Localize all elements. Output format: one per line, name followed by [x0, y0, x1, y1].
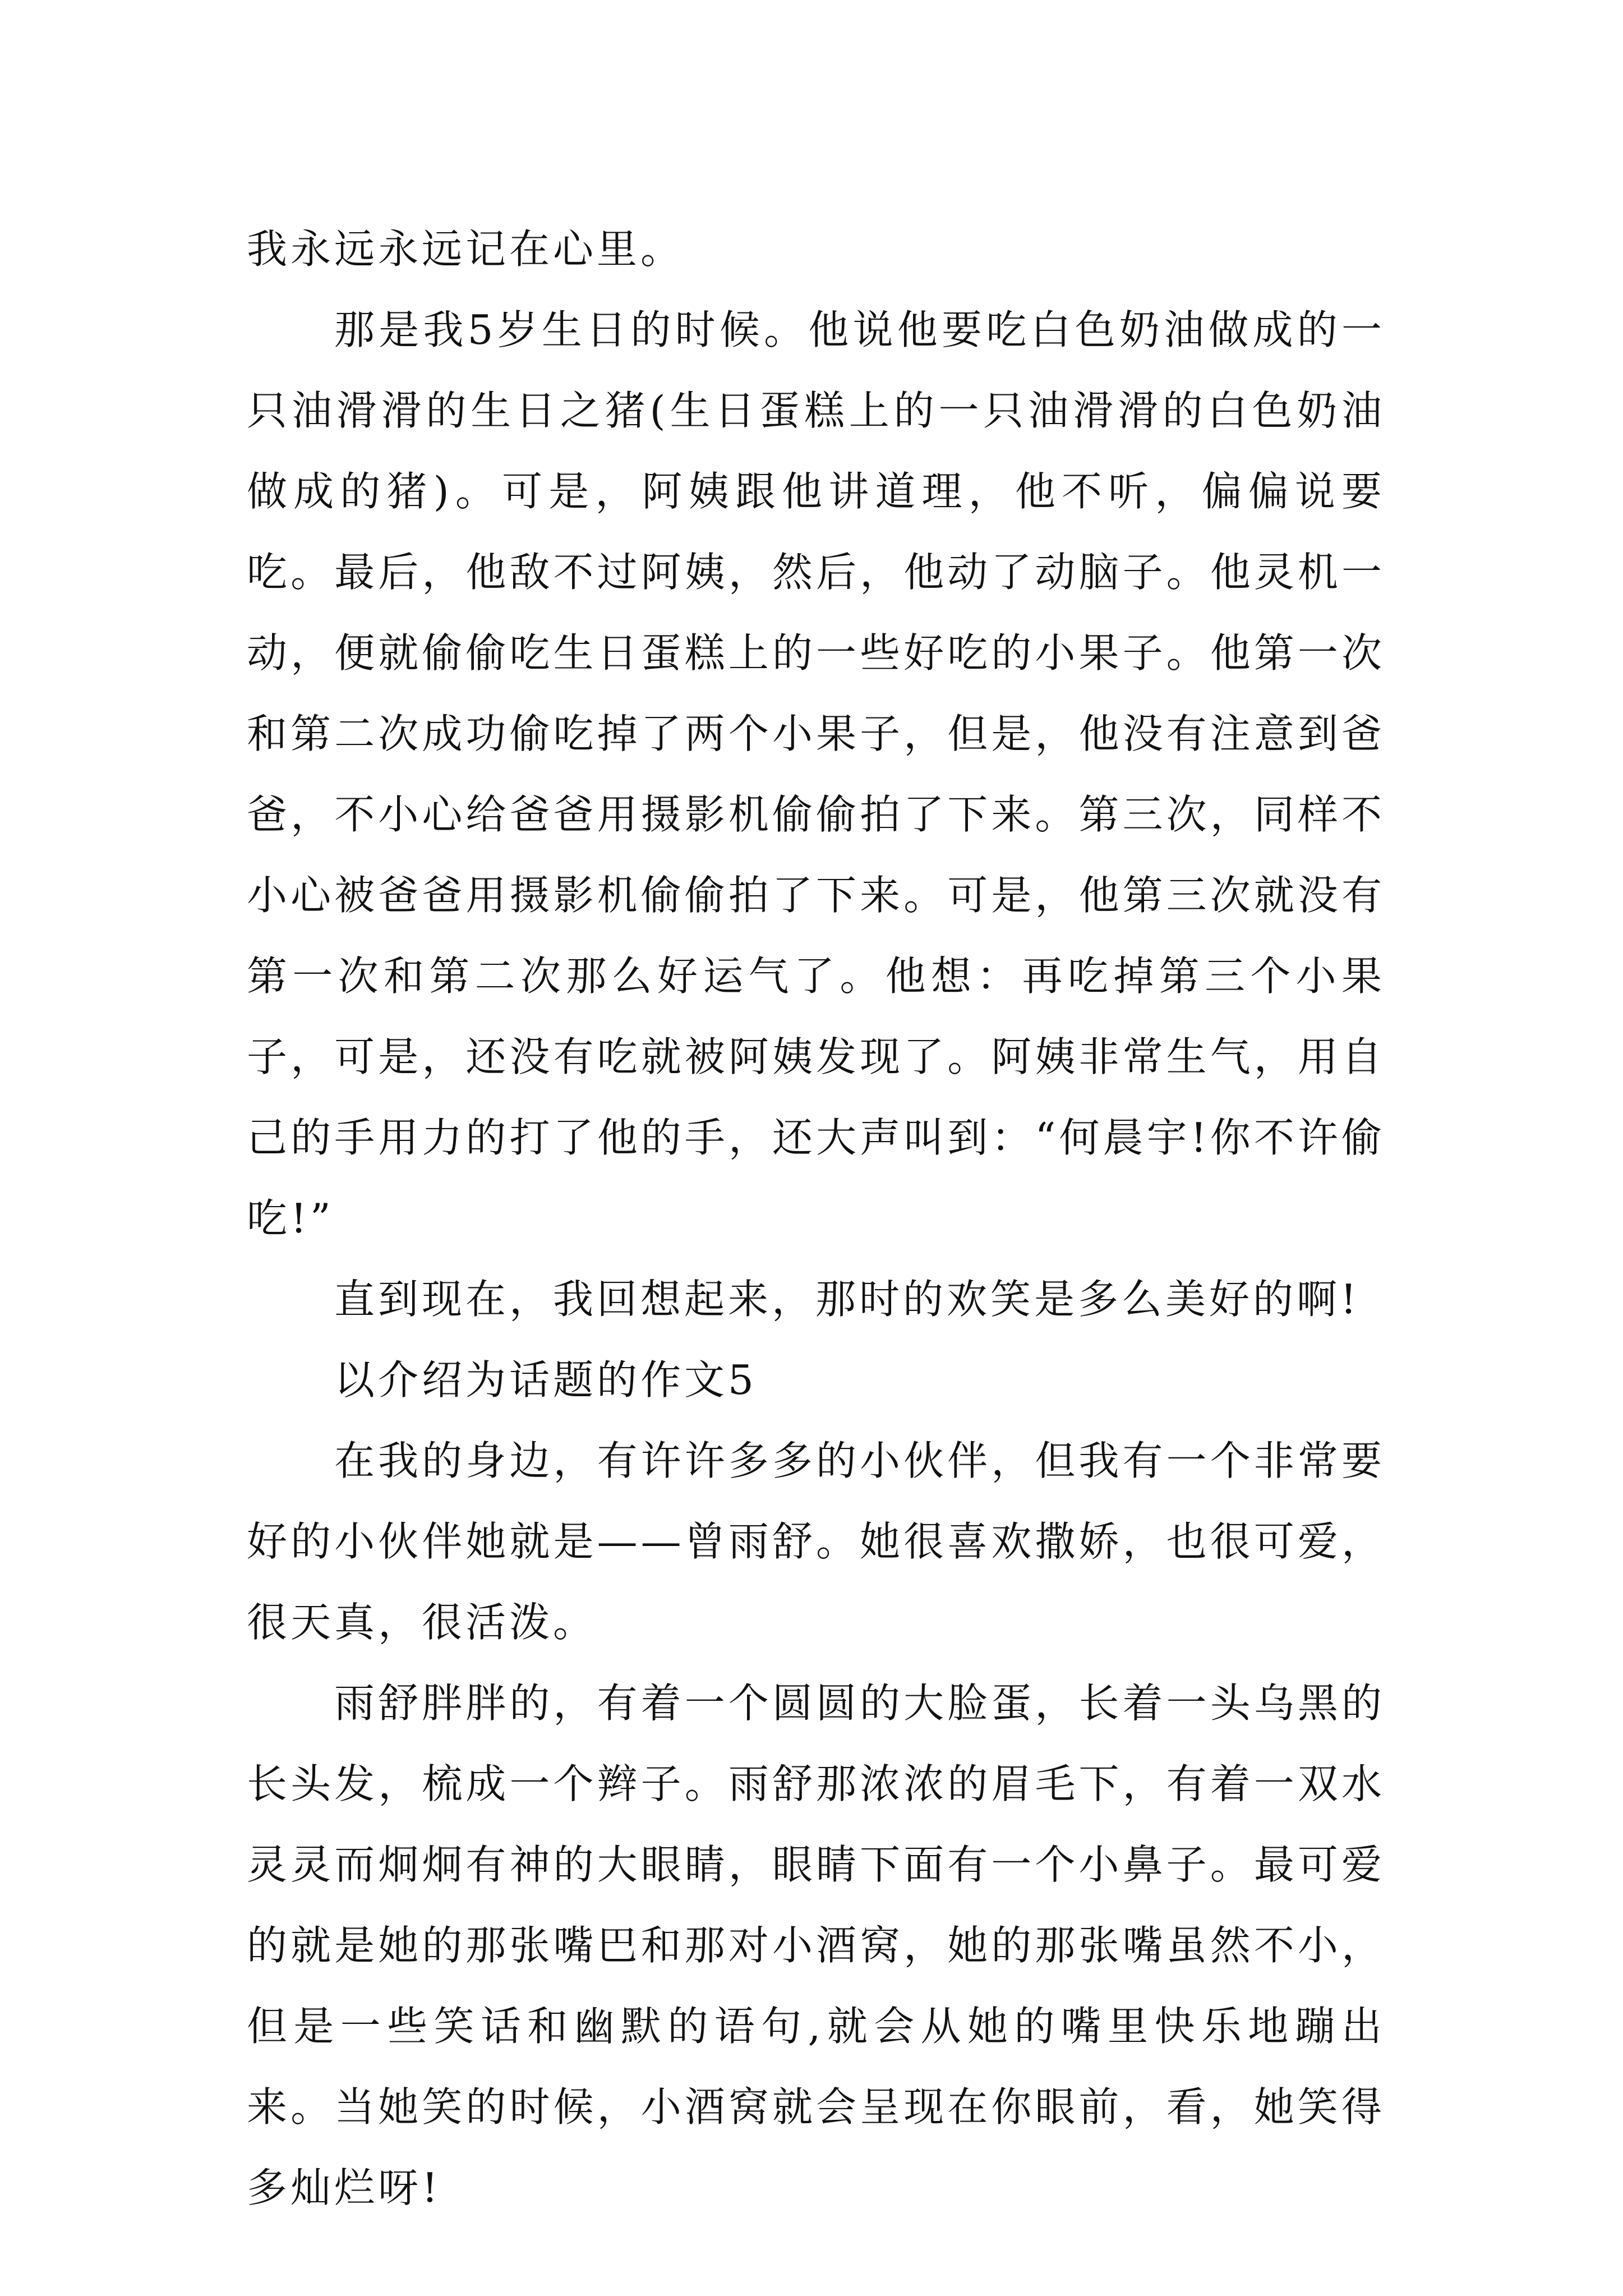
paragraph-friend-intro: 在我的身边，有许许多多的小伙伴，但我有一个非常要好的小伙伴她就是——曾雨舒。她很喜欢撒娇，也很可爱，很天真，很活泼。 — [247, 1437, 1385, 1646]
paragraph-birthday-story: 那是我5岁生日的时候。他说他要吃白色奶油做成的一只油滑滑的生日之猪(生日蛋糕上的一只油滑滑的白色奶油做成的猪)。可是，阿姨跟他讲道理，他不听，偏偏说要吃。最后，他敌不过阿姨，然后，他动了动脑子。他灵机一动，便就偷偷吃生日蛋糕上的一些好吃的小果子。他第一次和第二次成功偷吃掉了两个小果子，但是，他没有注意到爸爸，不小心给爸爸用摄影机偷偷拍了下来。第三次，同样不小心被爸爸用摄影机偷偷拍了下来。可是，他第三次就没有第一次和第二次那么好运气了。他想：再吃掉第三个小果子，可是，还没有吃就被阿姨发现了。阿姨非常生气，用自己的手用力的打了他的手，还大声叫到：“何晨宇!你不许偷吃!” — [247, 306, 1385, 1242]
paragraph-reflection: 直到现在，我回想起来，那时的欢笑是多么美好的啊! — [334, 1276, 1360, 1323]
paragraph-continuation: 我永远永远记在心里。 — [247, 226, 685, 273]
document-body — [247, 209, 1385, 2228]
essay-heading: 以介绍为话题的作文5 — [334, 1356, 757, 1404]
paragraph-friend-description: 雨舒胖胖的，有着一个圆圆的大脸蛋，长着一头乌黑的长头发，梳成一个辫子。雨舒那浓浓的眉毛下，有着一双水灵灵而炯炯有神的大眼睛，眼睛下面有一个小鼻子。最可爱的就是她的那张嘴巴和那对小酒窝，她的那张嘴虽然不小，但是一些笑话和幽默的语句,就会从她的嘴里快乐地蹦出来。当她笑的时候，小酒窝就会呈现在你眼前，看，她笑得多灿烂呀! — [247, 1680, 1385, 2211]
